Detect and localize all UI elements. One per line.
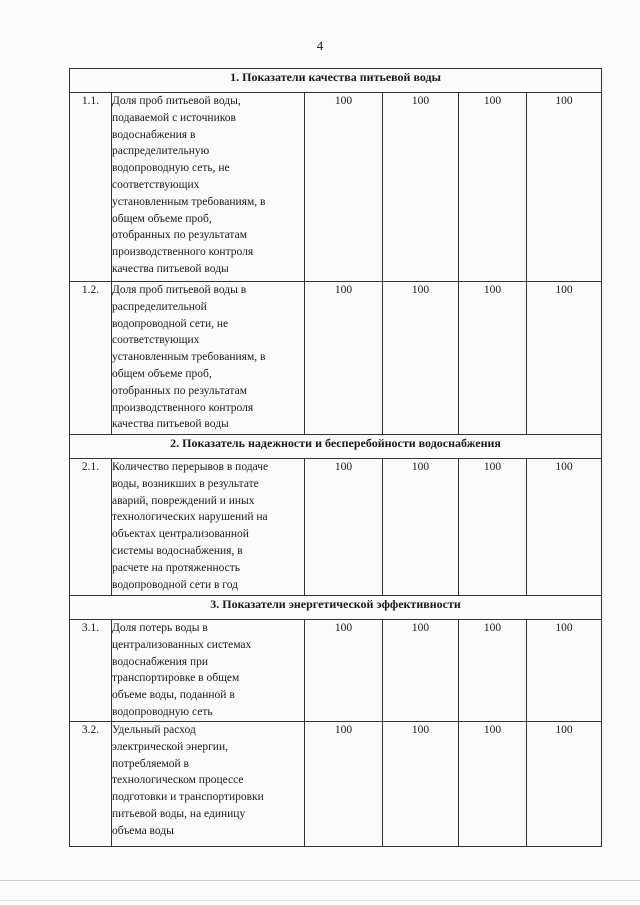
description-line: соответствующих <box>112 178 200 191</box>
description-line: производственного контроля <box>112 401 254 414</box>
description-line: расчете на протяженность <box>112 561 241 574</box>
page-number: 4 <box>316 38 324 53</box>
description-line: производственного контроля <box>112 246 254 259</box>
description-line: качества питьевой воды <box>112 418 229 431</box>
value-cell: 100 <box>459 620 527 722</box>
value-cell: 100 <box>459 722 527 847</box>
value-cell: 100 <box>459 93 527 282</box>
row-description <box>112 282 305 435</box>
row-description <box>112 620 305 722</box>
description-line: установленным требованиям, в <box>112 195 266 208</box>
description-line: отобранных по результатам <box>112 229 247 242</box>
table-row <box>70 93 602 282</box>
section-title: 1. Показатели качества питьевой воды <box>70 69 602 93</box>
description-line: установленным требованиям, в <box>112 351 266 364</box>
description-line: питьевой воды, на единицу <box>112 807 246 820</box>
description-line: подаваемой с источников <box>112 111 236 124</box>
description-line: подготовки и транспортировки <box>112 791 264 804</box>
section-header-row <box>70 435 602 459</box>
description-line: Доля проб питьевой воды в <box>112 284 247 296</box>
description-line: системы водоснабжения, в <box>112 544 243 557</box>
description-line: централизованных системах <box>112 638 252 651</box>
description-line: водопроводную сеть, не <box>112 162 230 175</box>
description-line: водоснабжения в <box>112 128 196 141</box>
description-line: отобранных по результатам <box>112 384 247 397</box>
value-cell: 100 <box>527 722 602 847</box>
indicators-table <box>69 68 602 847</box>
row-description <box>112 93 305 282</box>
description-line: водопроводной сети в год <box>112 578 238 591</box>
value-cell: 100 <box>459 459 527 596</box>
description-line: Доля проб питьевой воды, <box>112 95 241 107</box>
value-cell: 100 <box>383 282 459 435</box>
row-number: 1.2. <box>70 282 112 435</box>
description-line: Удельный расход <box>112 724 196 736</box>
description-line: соответствующих <box>112 334 200 347</box>
description-line: Доля потерь воды в <box>112 622 208 634</box>
description-line: технологическом процессе <box>112 774 244 787</box>
scan-artifact-line <box>0 880 640 881</box>
description-line: объема воды <box>112 824 174 837</box>
description-line: электрической энергии, <box>112 740 228 753</box>
value-cell: 100 <box>305 93 383 282</box>
description-line: качества питьевой воды <box>112 262 229 275</box>
table-row <box>70 620 602 722</box>
description-line: воды, возникших в результате <box>112 477 259 490</box>
value-cell: 100 <box>383 722 459 847</box>
value-cell: 100 <box>527 93 602 282</box>
description-line: общем объеме проб, <box>112 367 212 380</box>
row-number: 3.1. <box>70 620 112 722</box>
table-row <box>70 459 602 596</box>
description-line: объектах централизованной <box>112 528 249 541</box>
description-line: распределительной <box>112 300 207 313</box>
table-row <box>70 282 602 435</box>
description-line: распределительную <box>112 145 210 158</box>
description-line: общем объеме проб, <box>112 212 212 225</box>
row-number: 3.2. <box>70 722 112 847</box>
description-line: Количество перерывов в подаче <box>112 461 269 473</box>
value-cell: 100 <box>305 459 383 596</box>
description-line: технологических нарушений на <box>112 511 268 524</box>
description-line: водоснабжения при <box>112 655 209 668</box>
description-line: объеме воды, поданной в <box>112 689 235 702</box>
value-cell: 100 <box>527 459 602 596</box>
section-title: 2. Показатель надежности и бесперебойности водоснабжения <box>70 435 602 459</box>
description-line: водопроводной сети, не <box>112 317 229 330</box>
row-number: 1.1. <box>70 93 112 282</box>
description-line: потребляемой в <box>112 757 189 770</box>
value-cell: 100 <box>305 282 383 435</box>
section-header-row <box>70 596 602 620</box>
section-title: 3. Показатели энергетической эффективности <box>70 596 602 620</box>
value-cell: 100 <box>459 282 527 435</box>
row-description <box>112 459 305 596</box>
value-cell: 100 <box>383 620 459 722</box>
row-description <box>112 722 305 847</box>
value-cell: 100 <box>527 620 602 722</box>
section-header-row <box>70 69 602 93</box>
value-cell: 100 <box>383 93 459 282</box>
value-cell: 100 <box>383 459 459 596</box>
description-line: транспортировке в общем <box>112 672 240 685</box>
value-cell: 100 <box>527 282 602 435</box>
scan-artifact-line <box>0 900 640 901</box>
description-line: аварий, повреждений и иных <box>112 494 255 507</box>
value-cell: 100 <box>305 722 383 847</box>
value-cell: 100 <box>305 620 383 722</box>
row-number: 2.1. <box>70 459 112 596</box>
table-row <box>70 722 602 847</box>
description-line: водопроводную сеть <box>112 705 213 718</box>
